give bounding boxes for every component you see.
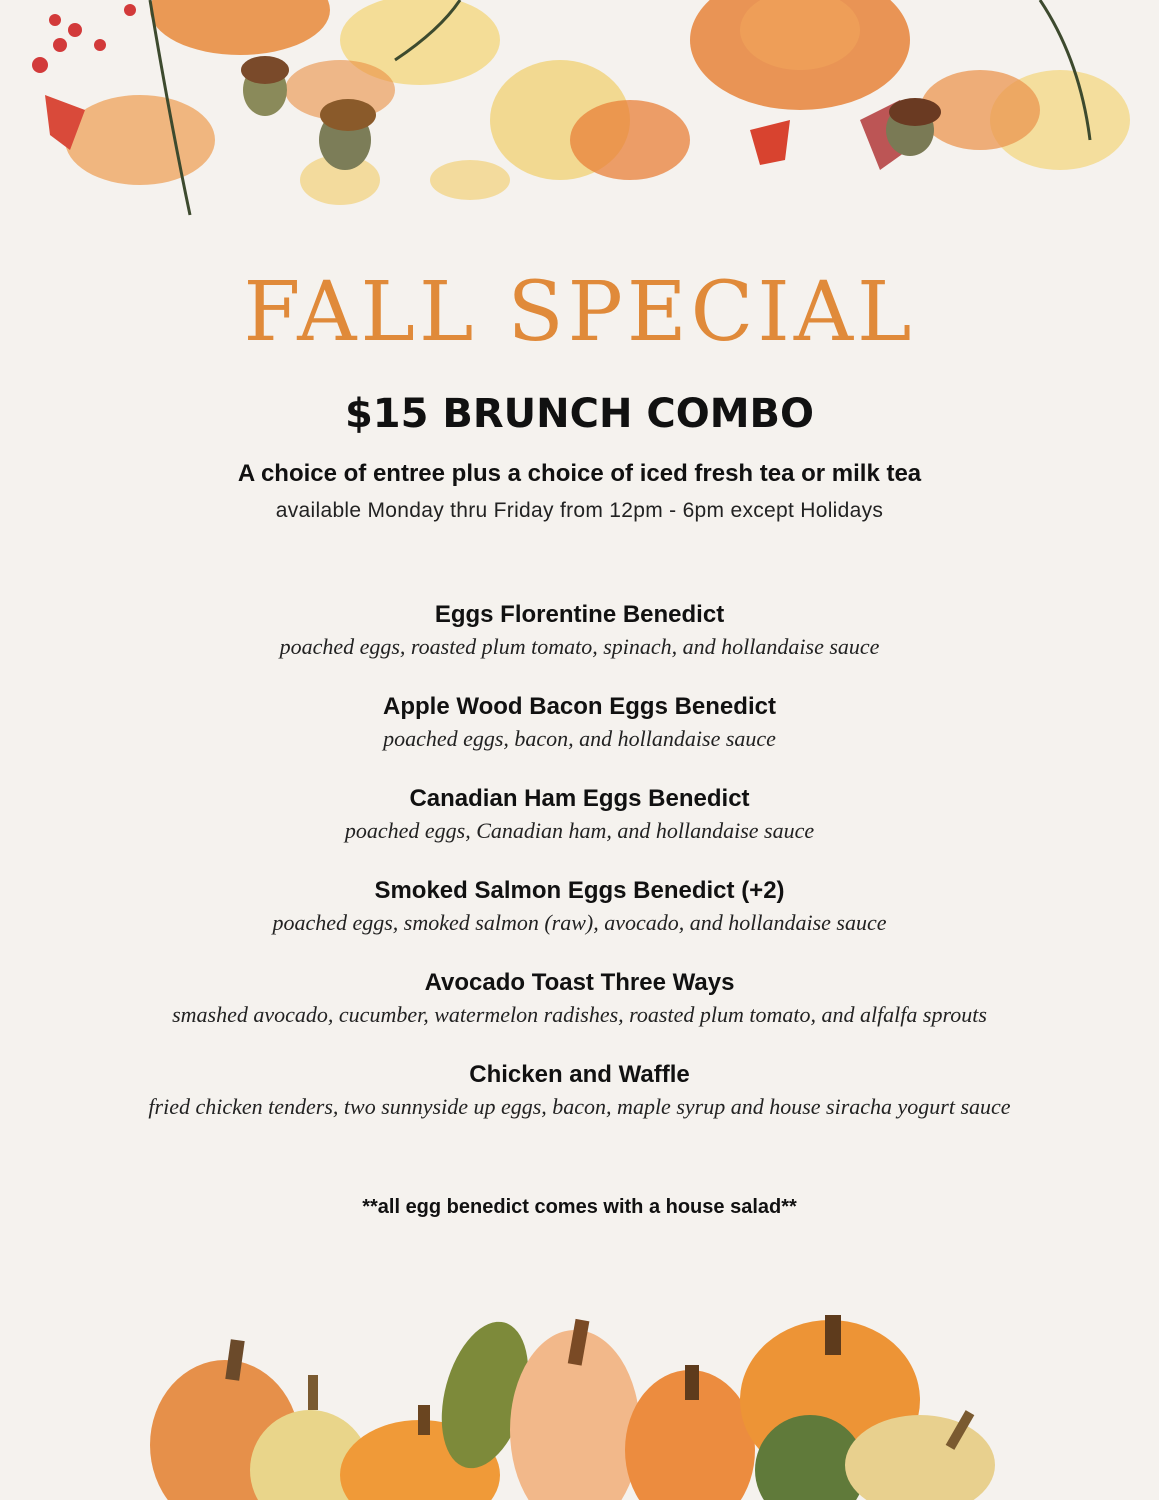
menu-subtitle: $15 BRUNCH COMBO [344, 391, 815, 437]
menu-item [0, 782, 1159, 874]
menu-item-name: Avocado Toast Three Ways [424, 969, 735, 996]
combo-description: A choice of entree plus a choice of iced fresh tea or milk tea [237, 460, 922, 487]
menu-item-name: Apple Wood Bacon Eggs Benedict [383, 693, 776, 720]
pumpkins-illustration [0, 1300, 1159, 1500]
menu-item-name: Chicken and Waffle [469, 1061, 690, 1088]
menu-item-description: fried chicken tenders, two sunnyside up eggs, bacon, maple syrup and house siracha yogurt sauce [148, 1094, 1011, 1119]
menu-item [0, 874, 1159, 966]
menu-item [0, 690, 1159, 782]
menu-item [0, 1058, 1159, 1150]
menu-item-name: Smoked Salmon Eggs Benedict (+2) [374, 877, 785, 904]
availability-note: available Monday thru Friday from 12pm - 6pm except Holidays [275, 499, 884, 522]
house-salad-note: **all egg benedict comes with a house salad** [362, 1196, 797, 1218]
menu-item-description: poached eggs, roasted plum tomato, spinach, and hollandaise sauce [279, 634, 880, 659]
menu-item-description: poached eggs, Canadian ham, and hollandaise sauce [344, 818, 815, 843]
menu-item-description: poached eggs, bacon, and hollandaise sauce [383, 726, 776, 751]
menu-item [0, 966, 1159, 1058]
menu-item-name: Canadian Ham Eggs Benedict [409, 785, 750, 812]
menu-item-description: poached eggs, smoked salmon (raw), avocado, and hollandaise sauce [272, 910, 887, 935]
menu-item [0, 598, 1159, 690]
autumn-leaves-illustration [0, 0, 1159, 230]
menu-items-list [0, 598, 1159, 1150]
menu-title: FALL SPECIAL [243, 265, 916, 360]
menu-item-name: Eggs Florentine Benedict [434, 601, 725, 628]
menu-item-description: smashed avocado, cucumber, watermelon radishes, roasted plum tomato, and alfalfa sprouts [172, 1002, 987, 1027]
